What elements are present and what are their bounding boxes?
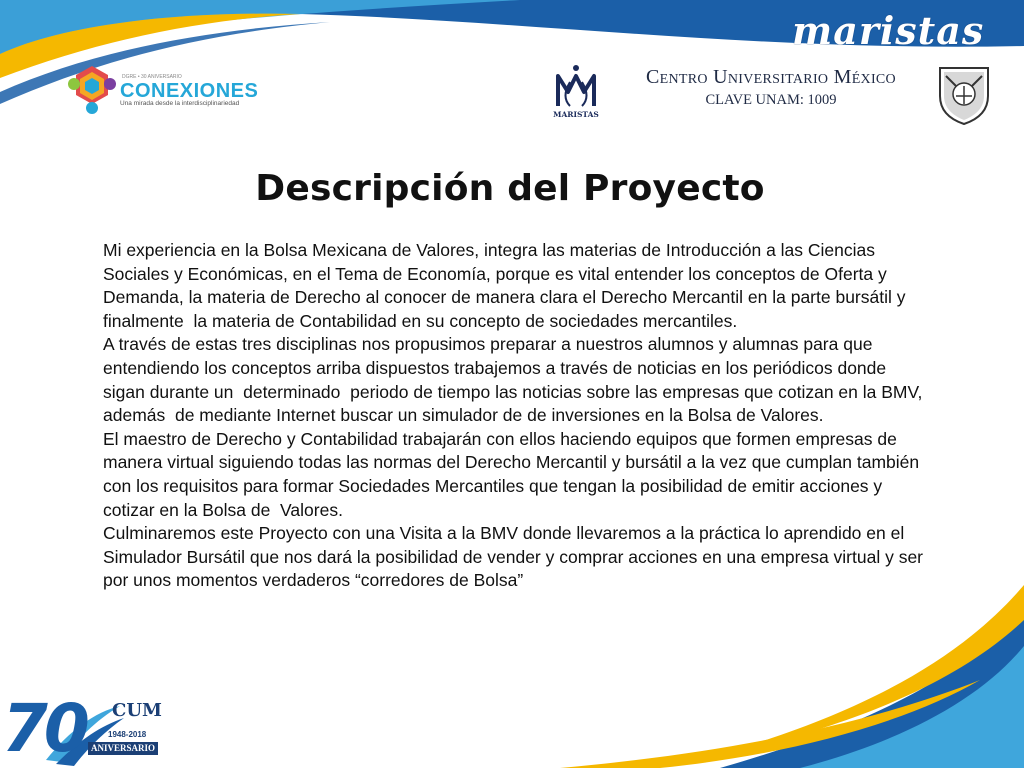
paragraph-2: A través de estas tres disciplinas nos propusimos preparar a nuestros alumnos y alumnas para que entendiendo los conceptos arriba dispuestos trabajemos a través de noticias en los periódicos donde sigan durante un determinado periodo de tiempo las noticias sobre las empresas que cotizan en la BMV, además de mediante Internet buscar un simulador de de inversiones en la Bolsa de Valores. <box>103 334 928 426</box>
anniversary-label: ANIVERSARIO <box>88 742 158 755</box>
conexiones-top-text: DGRE • 30 ANIVERSARIO <box>122 74 182 80</box>
paragraph-1: Mi experiencia en la Bolsa Mexicana de Valores, integra las materias de Introducción a las Ciencias Sociales y Económicas, en el Tema de Economía, porque es vital entender los conceptos de Oferta y Demanda, la materia de Derecho al conocer de manera clara el Derecho Mercantil en la parte bursátil y finalmente la materia de Contabilidad en su concepto de sociedades mercantiles. <box>103 240 911 331</box>
cum-shield-icon <box>936 62 992 126</box>
institution-clave: CLAVE UNAM: 1009 <box>705 92 837 108</box>
conexiones-name: CONEXIONES <box>120 80 259 102</box>
anniversary-cum: CUM <box>112 700 162 721</box>
slide-title: Descripción del Proyecto <box>255 168 765 209</box>
project-description <box>103 239 931 593</box>
paragraph-3: El maestro de Derecho y Contabilidad trabajarán con ellos haciendo equipos que formen empresas de manera virtual siguiendo todas las normas del Derecho Mercantil y bursátil a la vez que cumplan también con los requisitos para formar Sociedades Mercantiles que tengan la posibilidad de emitir acciones y cotizar en la Bolsa de Valores. <box>103 428 924 520</box>
maristas-wordmark: maristas <box>792 8 985 53</box>
anniversary-years: 1948-2018 <box>108 730 147 739</box>
anniversary-number: 70 <box>2 690 86 767</box>
conexiones-tagline: Una mirada desde la interdisciplinariedad <box>120 100 240 107</box>
paragraph-4: Culminaremos este Proyecto con una Visita a la BMV donde llevaremos a la práctica lo aprendido en el Simulador Bursátil que nos dará la posibilidad de vender y comprar acciones en una empresa virtual y ser por unos momentos verdaderos “corredores de Bolsa” <box>103 523 928 591</box>
maristas-monogram-label: MARISTAS <box>553 110 599 119</box>
institution-name: Centro Universitario México <box>646 66 896 88</box>
